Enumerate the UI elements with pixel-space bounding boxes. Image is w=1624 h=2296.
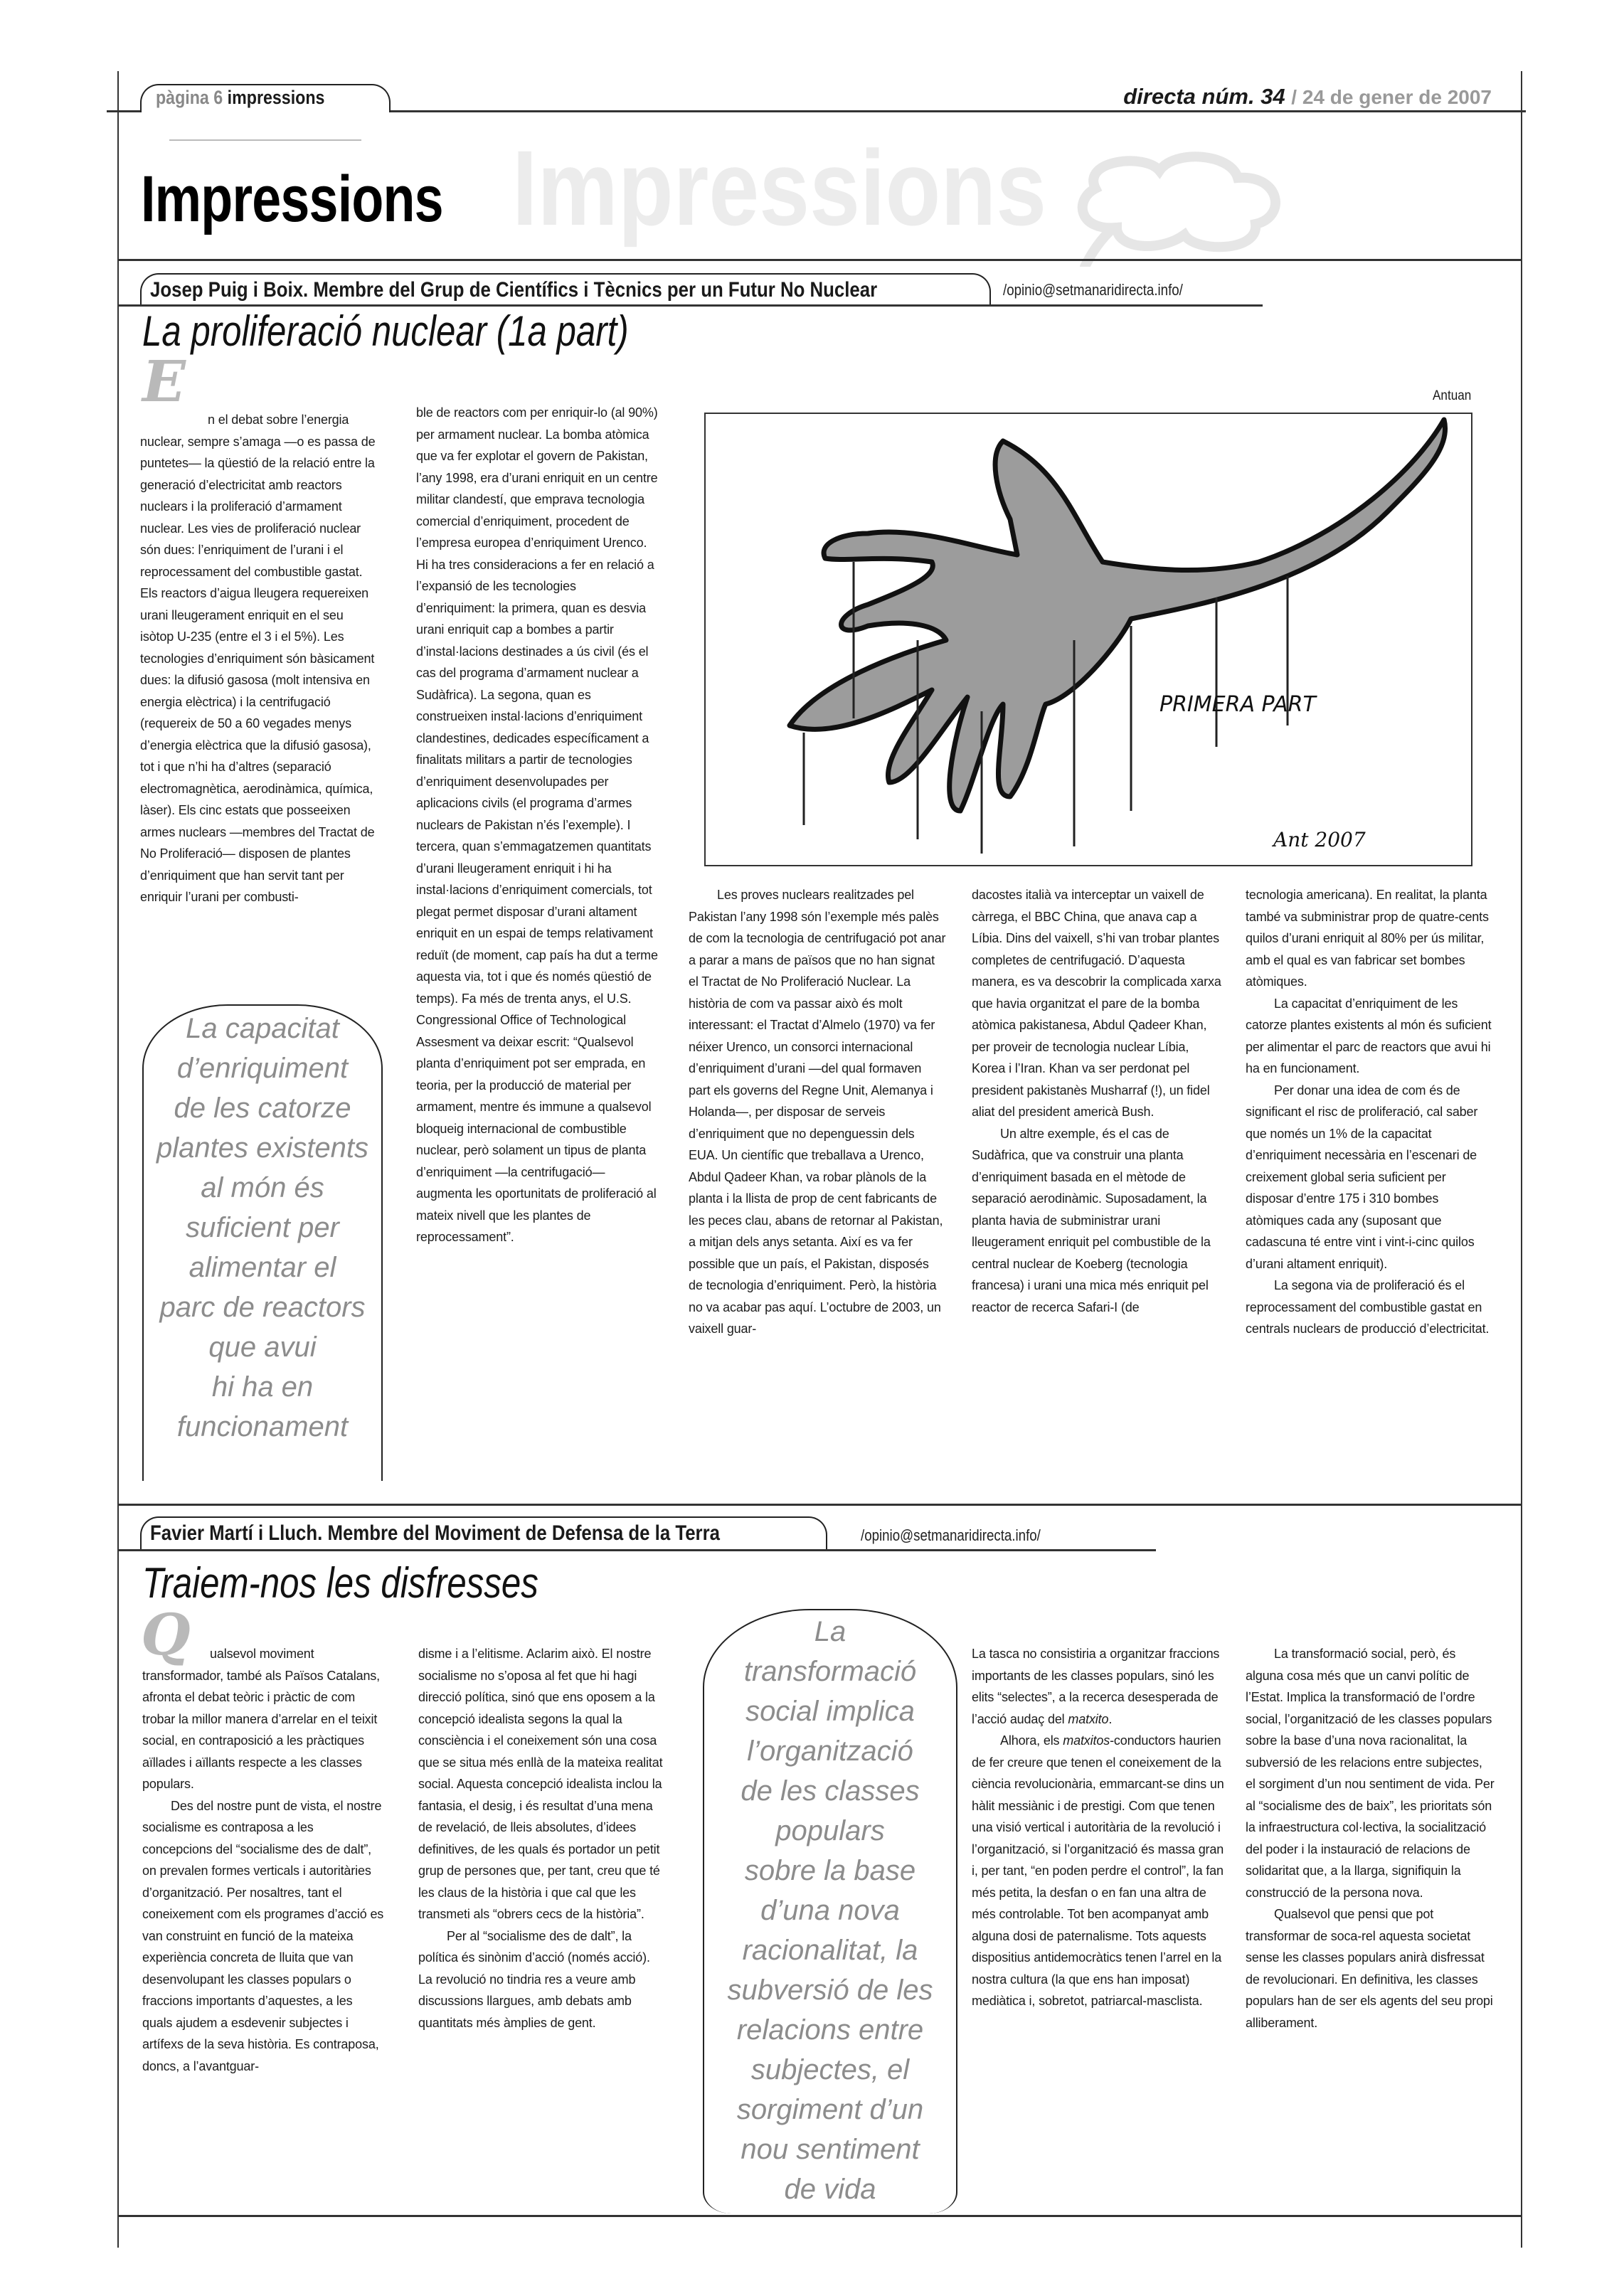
paragraph: La transformació social, però, és alguna cosa més que un canvi polític de l’Estat. Implica la transformació de l’ordre social, l’organització de les classes populars sobre la base d’una nova racionalitat, la subversió de les relacions entre subjectes, el sorgiment d’un nou sentiment de vida. Per al “socialisme des de baix”, les prioritats són la infraestructura col·lectiva, la socialització del poder i la instauració de relacions de solidaritat que, a la llarga, signifiquin la construcció de la persona nova. (1246, 1647, 1495, 1900)
article1-column-4 (972, 884, 1225, 1318)
pullquote-line: funcionament (176, 1411, 349, 1442)
paragraph (972, 1730, 1225, 2012)
pullquote-line: hi ha en (211, 1371, 314, 1403)
pullquote-line: racionalitat, la (742, 1935, 918, 1966)
paragraph: disme i a l’elitisme. Aclarim això. El nostre socialisme no s’oposa al fet que hi hagi direcció política, sinó que ens oposem a la concepció idealista segons la qual la consciència i el coneixement són una cosa que se situa més enllà de la mateixa realitat social. Aquesta concepció idealista inclou la fantasia, el desig, i és resultat d’una mena de revelació, de lleis absolutes, d’idees definitives, de les quals és portador un petit grup de persones que, per tant, creu que té les claus de la història i que cal que les transmeti als “obrers cecs de la història”. (418, 1647, 663, 1921)
pullquote-line: de les classes (741, 1775, 920, 1807)
paragraph (972, 1643, 1225, 1730)
paragraph: Per donar una idea de com és de significant el risc de proliferació, cal saber que només un 1% de la capacitat d’enriquiment necessària en l’escenari de creixement global seria suficient per disposar d’entre 175 i 310 bombes atòmiques cada any (suposant que cadascuna té entre vint i vint-i-cinc quilos d’urani altament enriquit). (1246, 1083, 1478, 1271)
pullquote-line: subversió de les (727, 1975, 933, 2006)
italic-term: matxito (1068, 1711, 1109, 1726)
article2-email-link[interactable]: /opinio@setmanaridirecta.info/ (861, 1526, 1041, 1544)
pullquote-line: populars (775, 1815, 885, 1846)
speech-cloud-icon (1067, 146, 1302, 267)
article2-column-4 (1246, 1643, 1495, 2034)
pullquote-line: de vida (784, 2174, 876, 2205)
article2-column-3 (972, 1643, 1225, 2012)
article2-column-1 (142, 1643, 386, 2077)
pullquote-line: suficient per (186, 1212, 339, 1243)
right-margin-rule (1521, 71, 1522, 2248)
article1-column-3 (689, 884, 946, 1340)
title-accent-rule (169, 139, 361, 141)
article2-headline: Traiem-nos les disfresses (142, 1559, 538, 1607)
illustration-caption: PRIMERA PART (1159, 692, 1316, 717)
article-separator-rule (117, 1504, 1522, 1506)
pullquote-line: parc de reactors (159, 1292, 366, 1323)
article2-byline-tab (140, 1516, 827, 1551)
paragraph: Qualsevol que pensi que pot transformar de soca-rel aquesta societat sense les classes populars anirà disfressat de revolucionari. En definitiva, les classes populars han de ser els agents del seu propi alliberament. (1246, 1907, 1493, 2030)
article1-byline-tab (140, 273, 991, 306)
article2-pullquote (703, 1609, 957, 2213)
article1-column-1 (140, 409, 379, 908)
article1-byline: Josep Puig i Boix. Membre del Grup de Científics i Tècnics per un Futur No Nuclear (150, 278, 878, 302)
article2-byline: Favier Martí i Lluch. Membre del Moviment de Defensa de la Terra (150, 1521, 720, 1545)
page-number: pàgina 6 (156, 87, 223, 108)
section-title-rule (117, 259, 1522, 261)
text-run: Alhora, els (1000, 1733, 1063, 1748)
pullquote-line: d’enriquiment (176, 1053, 349, 1084)
pullquote-line: que avui (208, 1332, 317, 1363)
pullquote-line: alimentar el (189, 1252, 336, 1283)
italic-term: matxitos (1063, 1733, 1110, 1748)
pullquote-line: l’organització (747, 1736, 913, 1767)
pullquote-line: de les catorze (174, 1093, 351, 1124)
article1-pullquote (142, 1004, 383, 1481)
pullquote-line: d’una nova (760, 1895, 900, 1926)
article1-headline: La proliferació nuclear (1a part) (142, 307, 629, 355)
paragraph: La segona via de proliferació és el reprocessament del combustible gastat en centrals nuclears de producció d’electricitat. (1246, 1278, 1490, 1336)
pullquote-line: social implica (745, 1696, 915, 1727)
publication-issue: directa núm. 34 (1123, 84, 1285, 109)
article1-byline-rule (117, 304, 1263, 307)
pullquote-line: al món és (201, 1172, 324, 1203)
section-title: Impressions (141, 163, 443, 235)
section-ghost-title: Impressions (512, 128, 1047, 248)
article1-email-link[interactable]: /opinio@setmanaridirecta.info/ (1003, 281, 1183, 299)
pullquote-line: sorgiment d’un (736, 2094, 924, 2125)
page-section-tab (140, 84, 391, 112)
page-bottom-rule (117, 2215, 1522, 2217)
pullquote-line: transformació (743, 1656, 917, 1687)
pullquote-line: plantes existents (156, 1132, 368, 1164)
paragraph: dacostes italià va interceptar un vaixell de càrrega, el BBC China, que anava cap a Líbia. Dins del vaixell, s’hi van trobar plantes completes de centrifugació. D’aquesta manera, es va descobrir la complicada xarxa que havia organitzat el pare de la bomba atòmica pakistanesa, Abdul Qadeer Khan, per proveir de tecnologia nuclear Líbia, Korea i l’Iran. Khan va ser perdonat pel president pakistanès Musharraf (!), un fidel aliat del president americà Bush. (972, 888, 1221, 1119)
text-run: La tasca no consistiria a organitzar fraccions importants de les classes populars, sinó les elits “selectes”, a la recerca desesperada de l’acció audaç del (972, 1647, 1220, 1726)
paragraph: Des del nostre punt de vista, el nostre socialisme es contraposa a les concepcions del “socialisme des de dalt”, on prevalen formes verticals i autoritàries d’organització. Per nosaltres, tant el coneixement com els programes d’acció es van construint en funció de la mateixa experiència concreta de lluita que van desenvolupant les classes populars o fraccions importants d’aquestes, a les quals ajudem a esdevenir subjectes i artífexs de la seva història. Es contraposa, doncs, a l’avantguar- (142, 1798, 384, 2073)
issue-info (1123, 84, 1492, 110)
article1-dropcap: E (142, 348, 186, 415)
article1-column-2 (416, 402, 658, 1248)
illustration-signature: Ant 2007 (1273, 828, 1366, 851)
article2-byline-rule (117, 1549, 1156, 1551)
paragraph: ble de reactors com per enriquir-lo (al 90%) per armament nuclear. La bomba atòmica que va fer explotar el govern de Pakistan, l’any 1998, era d’urani enriquit en un centre militar clandestí, que emprava tecnologia comercial d’enriquiment, procedent de l’empresa europea d’enriquiment Urenco. Hi ha tres consideracions a fer en relació a l’expansió de les tecnologies d’enriquiment: la primera, quan es desvia urani enriquit cap a bombes a partir d’instal·lacions destinades a ús civil (és el cas del programa d’armament nuclear a Sudàfrica). La segona, quan es construeixen instal·lacions d’enriquiment clandestines, dedicades específicament a finalitats militars a partir de tecnologies d’enriquiment desenvolupades per aplicacions civils (el programa d’armes nuclears de Pakistan n’és l’exemple). I tercera, quan s’emmagatzemen quantitats d’urani lleugerament enriquit i hi ha instal·lacions d’enriquiment comercials, tot plegat permet disposar d’urani altament enriquit en un espai de temps relativament reduït (de moment, cap país ha dut a terme aquesta via, tot i que és només qüestió de temps). Fa més de trenta anys, el U.S. Congressional Office of Technological Assesment va deixar escrit: “Qualsevol planta d’enriquiment pot ser emprada, en teoria, per la producció de material per armament, mentre és immune a qualsevol bloqueig internacional de combustible nuclear, però solament un tipus de planta d’enriquiment —la centrifugació— augmenta les oportunitats de proliferació al mateix nivell que les plantes de reprocessament”. (416, 405, 658, 1244)
article2-column-2 (418, 1643, 664, 2034)
article1-column-5 (1246, 884, 1495, 1340)
paragraph: Per al “socialisme des de dalt”, la política és sinònim d’acció (només acció). La revolució no tindria res a veure amb discussions llargues, amb debats amb quantitats més àmplies de gent. (418, 1928, 650, 2030)
illustration-credit: Antuan (1432, 388, 1471, 403)
text-run: . (1108, 1711, 1113, 1726)
pullquote-line: sobre la base (744, 1855, 916, 1886)
section-name: impressions (227, 87, 325, 108)
text-run: -conductors haurien de fer creure que tenen el coneixement de la ciència revolucionària, emmarcant-se dins un hàlit messiànic i de prestigi. Com que tenen una visió vertical i autoritària de la revolució i l’organització, si l’organització és massa gran i, per tant, “en poden perdre el control”, la fan més petita, la desfan o en fan una altra de més controlable. Tot ben acompanyat amb alguna dosi de paternalisme. Tots aquests dispositius antidemocràtics tenen l’arrel en la nostra cultura (la que ens han imposat) mediàtica i, sobretot, patriarcal-masclista. (972, 1733, 1224, 2008)
illustration-hand (704, 413, 1472, 866)
paragraph: n el debat sobre l’energia nuclear, sempre s’amaga —o es passa de puntetes— la qüestió de la relació entre la generació d’electricitat amb reactors nuclears i la proliferació d’armament nuclear. Les vies de proliferació nuclear són dues: l’enriquiment de l’urani i el reprocessament del combustible gastat. Els reactors d’aigua lleugera requereixen urani lleugerament enriquit en el seu isòtop U-235 (entre el 3 i el 5%). Les tecnologies d’enriquiment són bàsicament dues: la difusió gasosa (molt intensiva en energia elèctrica) i la centrifugació (requereix de 50 a 60 vegades menys d’energia elèctrica que la difusió gasosa), tot i que n’hi ha d’altres (separació electromagnètica, aerodinàmica, química, làser). Els cinc estats que posseeixen armes nuclears —membres del Tractat de No Proliferació— disposen de plantes d’enriquiment que han servit tant per enriquir l’urani per combusti- (140, 413, 376, 904)
pullquote-line: relacions entre (736, 2014, 924, 2046)
pullquote-line: nou sentiment (741, 2134, 920, 2165)
paragraph: ualsevol moviment transformador, també als Països Catalans, afronta el debat teòric i pràctic de com trobar la millor manera d’arrelar en el teixit social, en contraposició a les pràctiques aïllades i aïllants respecte a les classes populars. (142, 1647, 381, 1791)
pullquote-line: subjectes, el (750, 2054, 910, 2085)
issue-date: / 24 de gener de 2007 (1291, 86, 1492, 108)
paragraph: Les proves nuclears realitzades pel Pakistan l’any 1998 són l’exemple més palès de com la tecnologia de centrifugació pot anar a parar a mans de països que no han signat el Tractat de No Proliferació Nuclear. La història de com va passar això és molt interessant: el Tractat d’Almelo (1970) va fer néixer Urenco, un consorci internacional d’enriquiment d’urani —del qual formaven part els governs del Regne Unit, Alemanya i Holanda—, per disposar de serveis d’enriquiment que no depenguessin dels EUA. Un científic que treballava a Urenco, Abdul Qadeer Khan, va robar plànols de la planta i la llista de prop de cent fabricants de les peces clau, abans de retornar al Pakistan, a mitjan dels anys setanta. Així es va fer possible que un país, el Pakistan, disposés de tecnologia d’enriquiment. Però, la història no va acabar pas aquí. L’octubre de 2003, un vaixell guar- (689, 888, 946, 1336)
paragraph: tecnologia americana). En realitat, la planta també va subministrar prop de quatre-cents quilos d’urani enriquit al 80% per ús militar, amb el qual es van fabricar set bombes atòmiques. (1246, 888, 1489, 989)
pullquote-line: La (814, 1616, 847, 1647)
paragraph: Un altre exemple, és el cas de Sudàfrica, que va construir una planta d’enriquiment basada en el mètode de separació aerodinàmic. Suposadament, la planta havia de subministrar urani lleugerament enriquit pel combustible de la central nuclear de Koeberg (tecnologia francesa) i urani una mica més enriquit pel reactor de recerca Safari-I (de (972, 1126, 1211, 1314)
left-margin-rule (117, 71, 119, 2248)
pullquote-line: La capacitat (186, 1013, 339, 1044)
paragraph: La capacitat d’enriquiment de les catorze plantes existents al món és suficient per alimentar el parc de reactors que avui hi ha en funcionament. (1246, 996, 1492, 1075)
article2-dropcap: Q (141, 1601, 191, 1668)
